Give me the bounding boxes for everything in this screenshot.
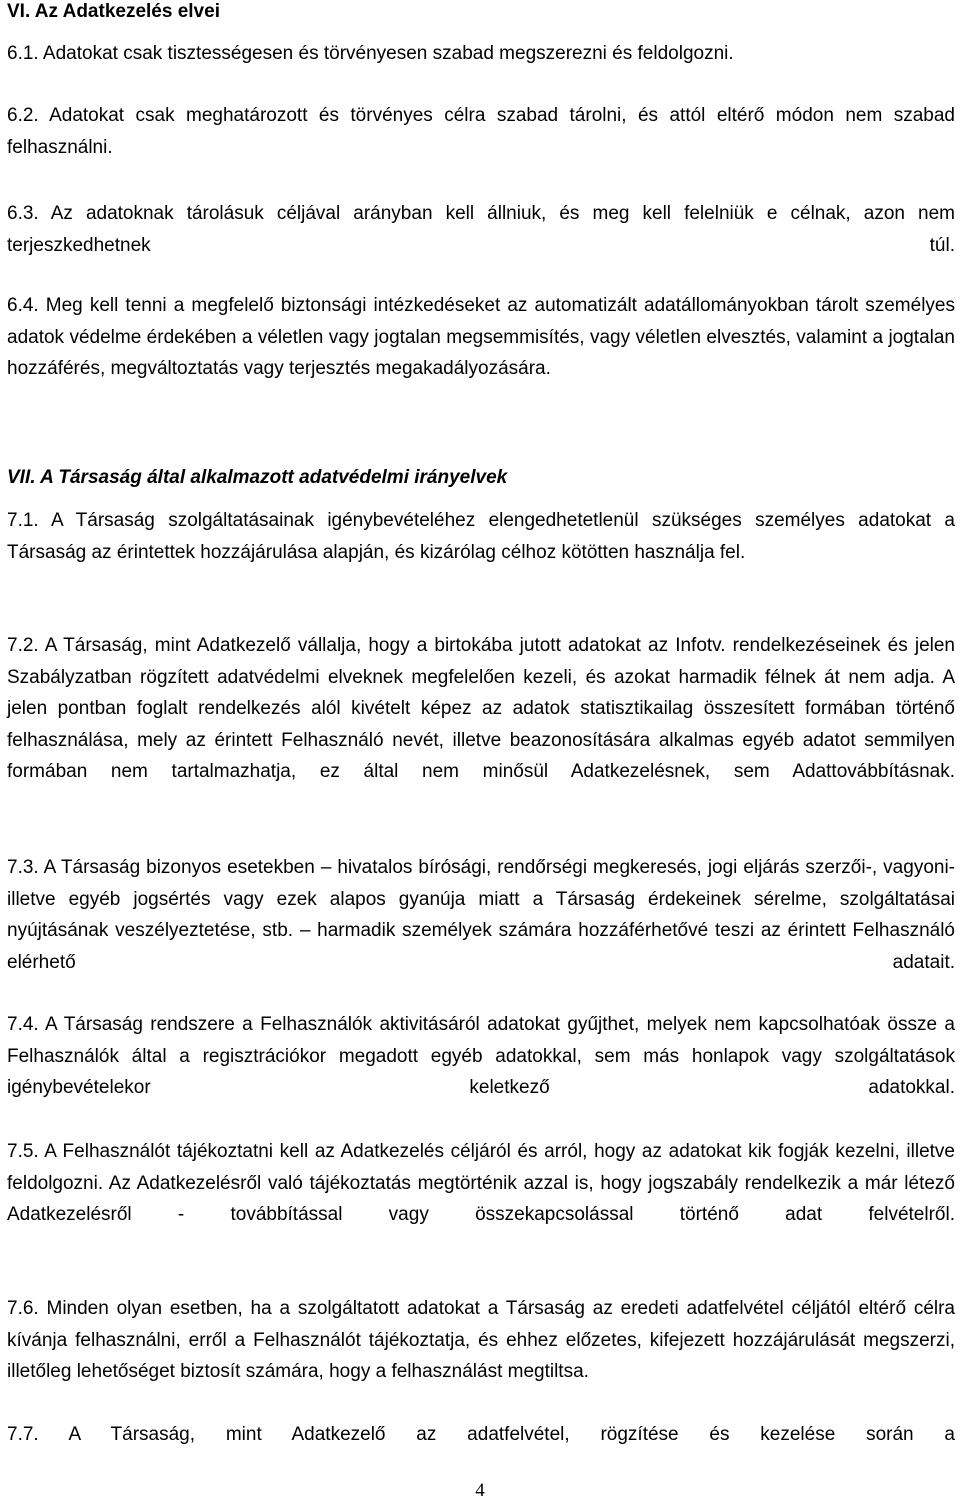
section-heading-vi: VI. Az Adatkezelés elvei	[7, 1, 220, 22]
page-number: 4	[475, 1480, 485, 1501]
paragraph-7-5: 7.5. A Felhasználót tájékoztatni kell az Adatkezelés céljáról és arról, hogy az adatokat kik fogják kezelni, illetve feldolgozni. Az Adatkezelésről való tájékoztatás megtörténik azzal is, hogy jogszabály rendelkezik a már létező Adatkezelésről - továbbítással vagy összekapcsolással történő adat felvételről.	[7, 1141, 955, 1225]
paragraph-6-1: 6.1. Adatokat csak tisztességesen és törvényesen szabad megszerezni és feldolgozni.	[7, 43, 734, 64]
paragraph-7-1: 7.1. A Társaság szolgáltatásainak igénybevételéhez elengedhetetlenül szükséges személyes adatokat a Társaság az érintettek hozzájárulása alapján, és kizárólag célhoz kötötten használja fel.	[7, 510, 955, 563]
paragraph-7-6: 7.6. Minden olyan esetben, ha a szolgáltatott adatokat a Társaság az eredeti adatfelvétel céljától eltérő célra kívánja felhasználni, erről a Felhasználót tájékoztatja, és ehhez előzetes, kifejezett hozzájárulását megszerzi, illetőleg lehetőséget biztosít számára, hogy a felhasználást megtiltsa.	[7, 1298, 955, 1382]
paragraph-7-7: 7.7. A Társaság, mint Adatkezelő az adatfelvétel, rögzítése és kezelése során a	[7, 1424, 955, 1445]
paragraph-6-2: 6.2. Adatokat csak meghatározott és törvényes célra szabad tárolni, és attól eltérő módon nem szabad felhasználni.	[7, 105, 955, 158]
paragraph-6-4: 6.4. Meg kell tenni a megfelelő biztonsági intézkedéseket az automatizált adatállományokban tárolt személyes adatok védelme érdekében a véletlen vagy jogtalan megsemmisítés, vagy véletlen elvesztés, valamint a jogtalan hozzáférés, megváltoztatás vagy terjesztés megakadályozására.	[7, 295, 955, 379]
paragraph-7-4: 7.4. A Társaság rendszere a Felhasználók aktivitásáról adatokat gyűjthet, melyek nem kapcsolhatóak össze a Felhasználók által a regisztrációkor megadott egyéb adatokkal, sem más honlapok vagy szolgáltatások igénybevételekor keletkező adatokkal.	[7, 1014, 955, 1098]
paragraph-7-3: 7.3. A Társaság bizonyos esetekben – hivatalos bírósági, rendőrségi megkeresés, jogi eljárás szerzői-, vagyoni- illetve egyéb jogsértés vagy ezek alapos gyanúja miatt a Társaság érdekeinek sérelme, szolgáltatásai nyújtásának veszélyeztetése, stb. – harmadik személyek számára hozzáférhetővé teszi az érintett Felhasználó elérhető adatait.	[7, 857, 955, 973]
section-heading-vii: VII. A Társaság által alkalmazott adatvédelmi irányelvek	[7, 467, 508, 488]
paragraph-7-2: 7.2. A Társaság, mint Adatkezelő vállalja, hogy a birtokába jutott adatokat az Infotv. rendelkezéseinek és jelen Szabályzatban rögzített adatvédelmi elveknek megfelelően kezeli, és azokat harmadik félnek át nem adja. A jelen pontban foglalt rendelkezés alól kivételt képez az adatok statisztikailag összesített formában történő felhasználása, mely az érintett Felhasználó nevét, illetve beazonosítására alkalmas egyéb adatot semmilyen formában nem tartalmazhatja, ez által nem minősül Adatkezelésnek, sem Adattovábbításnak.	[7, 635, 955, 782]
paragraph-6-3: 6.3. Az adatoknak tárolásuk céljával arányban kell állniuk, és meg kell felelniük e célnak, azon nem terjeszkedhetnek túl.	[7, 203, 955, 256]
